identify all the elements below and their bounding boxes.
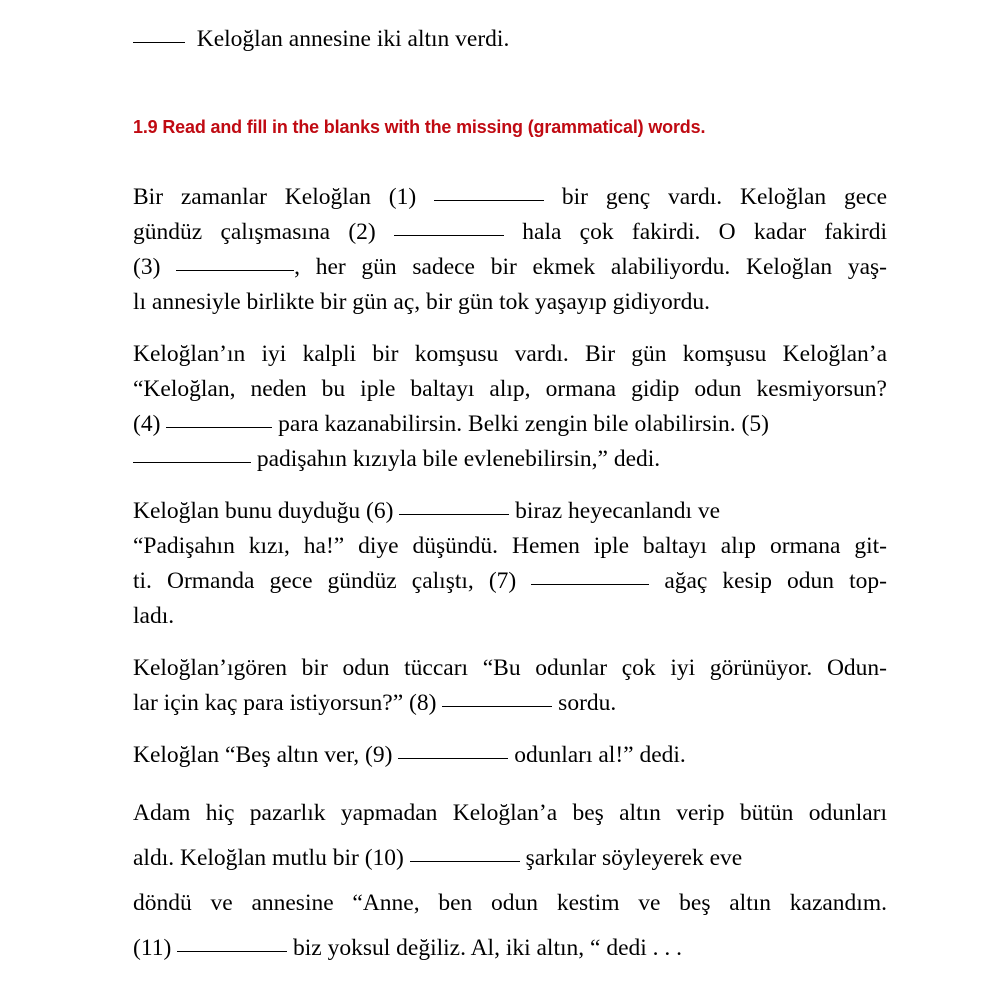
text-line bbox=[133, 599, 887, 634]
paragraph-6 bbox=[133, 791, 887, 971]
paragraph-5 bbox=[133, 738, 887, 773]
line-text: ti. Ormanda gece gündüz çalıştı, (7) bbox=[133, 568, 517, 594]
fill-in-blank-10[interactable] bbox=[410, 861, 520, 862]
line-text: (3) bbox=[133, 254, 161, 280]
text-line bbox=[133, 564, 887, 599]
line-text: (11) bbox=[133, 935, 172, 961]
line-text: Keloğlan’ıgören bir odun tüccarı “Bu odunlar çok iyi görünüyor. Odun- bbox=[133, 655, 888, 681]
line-text: sordu. bbox=[558, 690, 617, 716]
line-text: ladı. bbox=[133, 603, 175, 629]
paragraph-1 bbox=[133, 180, 887, 320]
fill-in-blank-2[interactable] bbox=[394, 235, 504, 236]
text-line bbox=[133, 686, 887, 721]
text-line bbox=[133, 926, 887, 971]
fill-in-blank-4[interactable] bbox=[166, 427, 272, 428]
fill-in-blank-7[interactable] bbox=[531, 584, 649, 585]
text-line bbox=[133, 372, 887, 407]
text-line bbox=[133, 529, 887, 564]
text-line bbox=[133, 250, 887, 285]
text-line bbox=[133, 836, 887, 881]
fill-in-blank-11[interactable] bbox=[177, 951, 287, 952]
line-text: Adam hiç pazarlık yapmadan Keloğlan’a beş altın verip bütün odunları bbox=[133, 800, 888, 826]
line-text: şarkılar söyleyerek eve bbox=[525, 845, 743, 871]
line-text: Keloğlan’ın iyi kalpli bir komşusu vardı. Bir gün komşusu Keloğlan’a bbox=[133, 341, 888, 367]
fill-in-blank-3[interactable] bbox=[176, 270, 294, 271]
line-text: Keloğlan bunu duyduğu (6) bbox=[133, 498, 394, 524]
line-text: padişahın kızıyla bile evlenebilirsin,” dedi. bbox=[256, 446, 661, 472]
section-heading: 1.9 Read and fill in the blanks with the missing (grammatical) words. bbox=[133, 116, 706, 137]
text-line bbox=[133, 442, 887, 477]
text-line bbox=[133, 738, 887, 773]
document-content bbox=[133, 0, 887, 971]
intro-sentence bbox=[133, 0, 887, 56]
text-line bbox=[133, 791, 887, 836]
line-text: Keloğlan “Beş altın ver, (9) bbox=[133, 742, 393, 768]
text-line bbox=[133, 407, 887, 442]
text-line bbox=[133, 494, 887, 529]
paragraph-3 bbox=[133, 494, 887, 634]
line-text: Bir zamanlar Keloğlan (1) bbox=[133, 184, 417, 210]
line-text: bir genç vardı. Keloğlan gece bbox=[561, 184, 888, 210]
text-line bbox=[133, 337, 887, 372]
line-text: ağaç kesip odun top- bbox=[664, 568, 887, 594]
line-text: “Keloğlan, neden bu iple baltayı alıp, ormana gidip odun kesmiyorsun? bbox=[133, 376, 887, 402]
paragraph-2 bbox=[133, 337, 887, 477]
fill-in-blank-1[interactable] bbox=[434, 200, 544, 201]
line-text: (4) bbox=[133, 411, 161, 437]
line-text: para kazanabilirsin. Belki zengin bile olabilirsin. (5) bbox=[278, 411, 769, 437]
line-text: odunları al!” dedi. bbox=[514, 742, 686, 768]
fill-in-blank-9[interactable] bbox=[398, 758, 508, 759]
line-text: hala çok fakirdi. O kadar fakirdi bbox=[522, 219, 887, 245]
line-text: lar için kaç para istiyorsun?” (8) bbox=[133, 690, 437, 716]
line-text: lı annesiyle birlikte bir gün aç, bir gün tok yaşayıp gidiyordu. bbox=[133, 289, 710, 315]
paragraph-4 bbox=[133, 651, 887, 721]
line-text: biz yoksul değiliz. Al, iki altın, “ dedi . . . bbox=[293, 935, 683, 961]
line-text: döndü ve annesine “Anne, ben odun kestim ve beş altın kazandım. bbox=[133, 890, 887, 916]
fill-in-blank-8[interactable] bbox=[442, 706, 552, 707]
fill-in-blank-6[interactable] bbox=[399, 514, 509, 515]
text-line bbox=[133, 180, 887, 215]
line-text: “Padişahın kızı, ha!” diye düşündü. Hemen iple baltayı alıp ormana git- bbox=[133, 533, 887, 559]
text-line bbox=[133, 215, 887, 250]
line-text: , her gün sadece bir ekmek alabiliyordu. Keloğlan yaş- bbox=[294, 254, 887, 280]
line-text: aldı. Keloğlan mutlu bir (10) bbox=[133, 845, 404, 871]
fill-in-blank-5[interactable] bbox=[133, 462, 251, 463]
text-line bbox=[133, 285, 887, 320]
line-text: gündüz çalışmasına (2) bbox=[133, 219, 376, 245]
line-text: biraz heyecanlandı ve bbox=[515, 498, 721, 524]
fill-in-blank[interactable] bbox=[133, 42, 185, 43]
text-line bbox=[133, 651, 887, 686]
intro-sentence-text: Keloğlan annesine iki altın verdi. bbox=[196, 26, 510, 52]
text-line bbox=[133, 881, 887, 926]
